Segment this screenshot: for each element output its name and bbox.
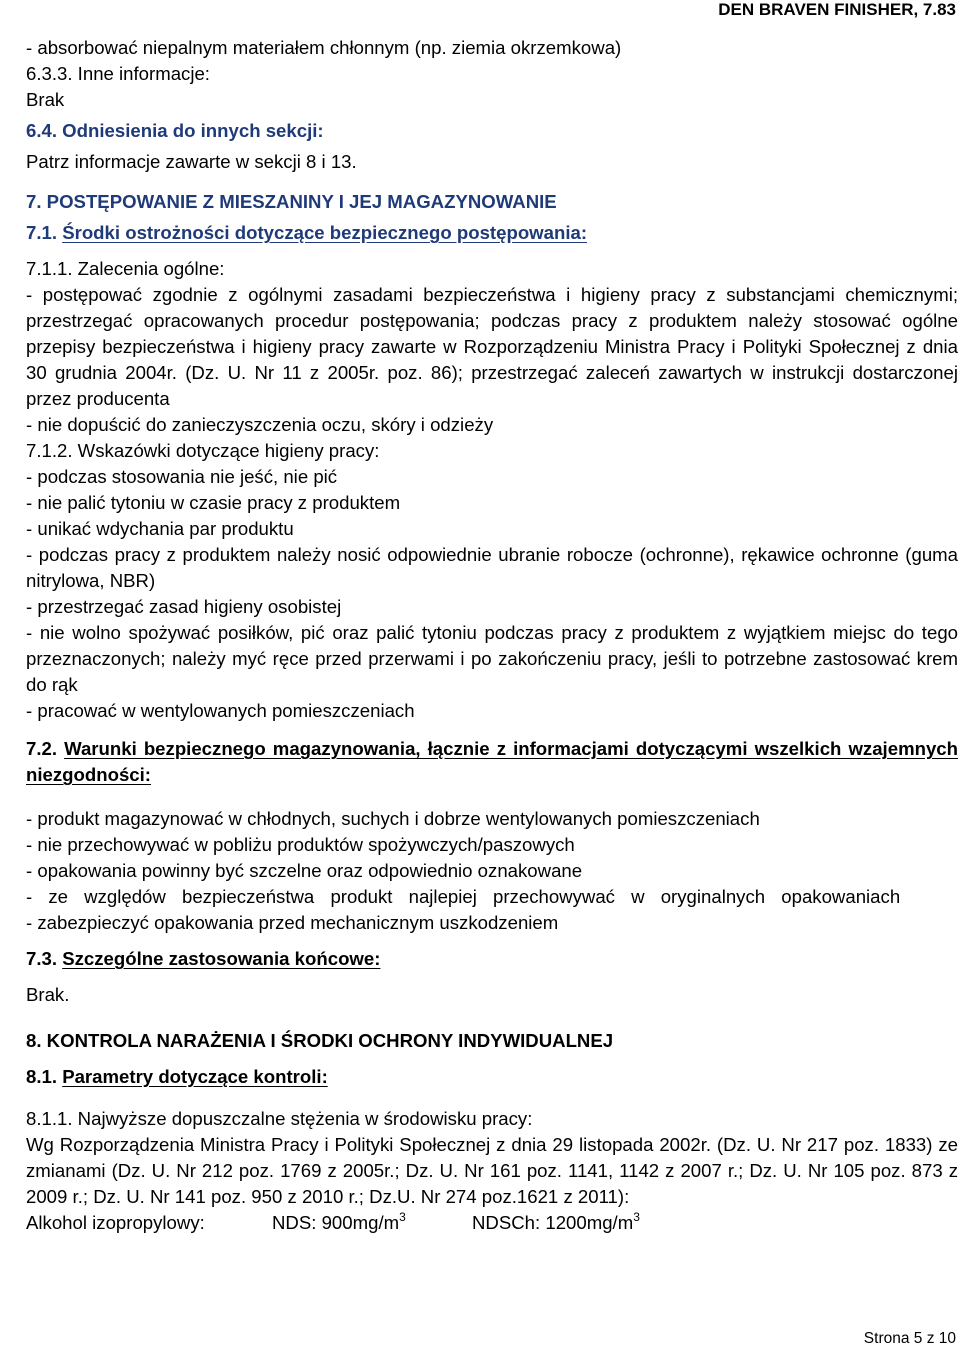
hygiene-item: - podczas pracy z produktem należy nosić odpowiednie ubranie robocze (ochronne), rękawice ochronne (guma nitrylowa, NBR) xyxy=(26,544,958,591)
absorb-instruction: - absorbować niepalnym materiałem chłonnym (np. ziemia okrzemkowa) xyxy=(26,37,622,58)
storage-item: - nie przechowywać w pobliżu produktów spożywczych/paszowych xyxy=(26,834,575,855)
exposure-substance: Alkohol izopropylowy: xyxy=(26,1212,205,1233)
storage-item: - produkt magazynować w chłodnych, suchych i dobrze wentylowanych pomieszczeniach xyxy=(26,808,760,829)
page-number: Strona 5 z 10 xyxy=(863,1330,956,1347)
exposure-nds xyxy=(272,1210,472,1236)
document-content xyxy=(26,35,958,1236)
section-7-3-number: 7.3. xyxy=(26,948,58,969)
section-6-4-title: 6.4. Odniesienia do innych sekcji: xyxy=(26,120,324,141)
section-7-2-heading xyxy=(26,736,958,788)
storage-item: - zabezpieczyć opakowania przed mechanicznym uszkodzeniem xyxy=(26,912,559,933)
section-7-3-title: Szczególne zastosowania końcowe: xyxy=(62,948,381,969)
storage-item: - ze względów bezpieczeństwa produkt najlepiej przechowywać w oryginalnych opakowaniach xyxy=(26,886,901,907)
hygiene-item: - podczas stosowania nie jeść, nie pić xyxy=(26,466,338,487)
section-7-1-heading xyxy=(26,220,958,246)
section-8-title: 8. KONTROLA NARAŻENIA I ŚRODKI OCHRONY INDYWIDUALNEJ xyxy=(26,1030,614,1051)
exposure-nds-value: NDS: 900mg/m xyxy=(272,1212,400,1233)
section-6-3-3-title: 6.3.3. Inne informacje: xyxy=(26,63,210,84)
section-6-3-3-text: Brak xyxy=(26,89,65,110)
section-7-3-text: Brak. xyxy=(26,984,70,1005)
exposure-nds-exponent: 3 xyxy=(399,1210,406,1224)
exposure-ndsch xyxy=(472,1210,640,1236)
section-8-1-1-text: Wg Rozporządzenia Ministra Pracy i Polityki Społecznej z dnia 29 listopada 2002r. (Dz. U. Nr 217 poz. 1833) ze zmianami (Dz. U. Nr 212 poz. 1769 z 2005r.; Dz. U. Nr 161 poz. 1141, 1142 z 2007 r.; Dz. U. Nr 105 poz. 873 z 2009 r.; Dz. U. Nr 141 poz. 950 z 2010 r.; Dz.U. Nr 274 poz.1621 z 2011): xyxy=(26,1134,958,1207)
exposure-ndsch-value: NDSCh: 1200mg/m xyxy=(472,1212,634,1233)
exposure-ndsch-exponent: 3 xyxy=(633,1210,640,1224)
section-8-1-1-label: 8.1.1. Najwyższe dopuszczalne stężenia w środowisku pracy: xyxy=(26,1108,533,1129)
section-7-1-1-label: 7.1.1. Zalecenia ogólne: xyxy=(26,258,225,279)
section-7-1-1-paragraph: - postępować zgodnie z ogólnymi zasadami bezpieczeństwa i higieny pracy z substancjami chemicznymi; przestrzegać opracowanych procedur postępowania; podczas pracy z produktem należy stosować ogólne przepisy bezpieczeństwa i higieny pracy zawarte w Rozporządzeniu Ministra Pracy i Polityki Społecznej z dnia 30 grudnia 2004r. (Dz. U. Nr 11 z 2005r. poz. 86); przestrzegać zaleceń zawartych w instrukcji dostarczonej przez producenta xyxy=(26,284,958,409)
section-8-1-number: 8.1. xyxy=(26,1066,58,1087)
storage-item: - opakowania powinny być szczelne oraz odpowiednio oznakowane xyxy=(26,860,583,881)
section-7-title: 7. POSTĘPOWANIE Z MIESZANINY I JEJ MAGAZYNOWANIE xyxy=(26,191,557,212)
section-7-3-heading xyxy=(26,946,958,972)
hygiene-item: - nie palić tytoniu w czasie pracy z produktem xyxy=(26,492,401,513)
section-8-1-title: Parametry dotyczące kontroli: xyxy=(62,1066,328,1087)
section-8-1-heading xyxy=(26,1064,958,1090)
document-header-title: DEN BRAVEN FINISHER, 7.83 xyxy=(718,0,956,19)
hygiene-item: - przestrzegać zasad higieny osobistej xyxy=(26,596,342,617)
section-6-4-text: Patrz informacje zawarte w sekcji 8 i 13. xyxy=(26,151,357,172)
exposure-limits-row xyxy=(26,1210,958,1236)
section-7-2-title: Warunki bezpiecznego magazynowania, łącznie z informacjami dotyczącymi wszelkich wzajemnych niezgodności: xyxy=(26,738,958,785)
section-7-1-title: Środki ostrożności dotyczące bezpiecznego postępowania: xyxy=(62,222,588,243)
section-7-1-number: 7.1. xyxy=(26,222,58,243)
hygiene-item: - unikać wdychania par produktu xyxy=(26,518,294,539)
section-7-2-number: 7.2. xyxy=(26,738,58,759)
section-7-1-2-label: 7.1.2. Wskazówki dotyczące higieny pracy: xyxy=(26,440,380,461)
hygiene-item: - pracować w wentylowanych pomieszczeniach xyxy=(26,700,415,721)
hygiene-item: - nie wolno spożywać posiłków, pić oraz palić tytoniu podczas pracy z produktem z wyjątkiem miejsc do tego przeznaczonych; należy myć ręce przed przerwami i po zakończeniu pracy, jeśli to potrzebne zastosować krem do rąk xyxy=(26,622,958,695)
section-7-1-1-eyes: - nie dopuścić do zanieczyszczenia oczu, skóry i odzieży xyxy=(26,414,494,435)
